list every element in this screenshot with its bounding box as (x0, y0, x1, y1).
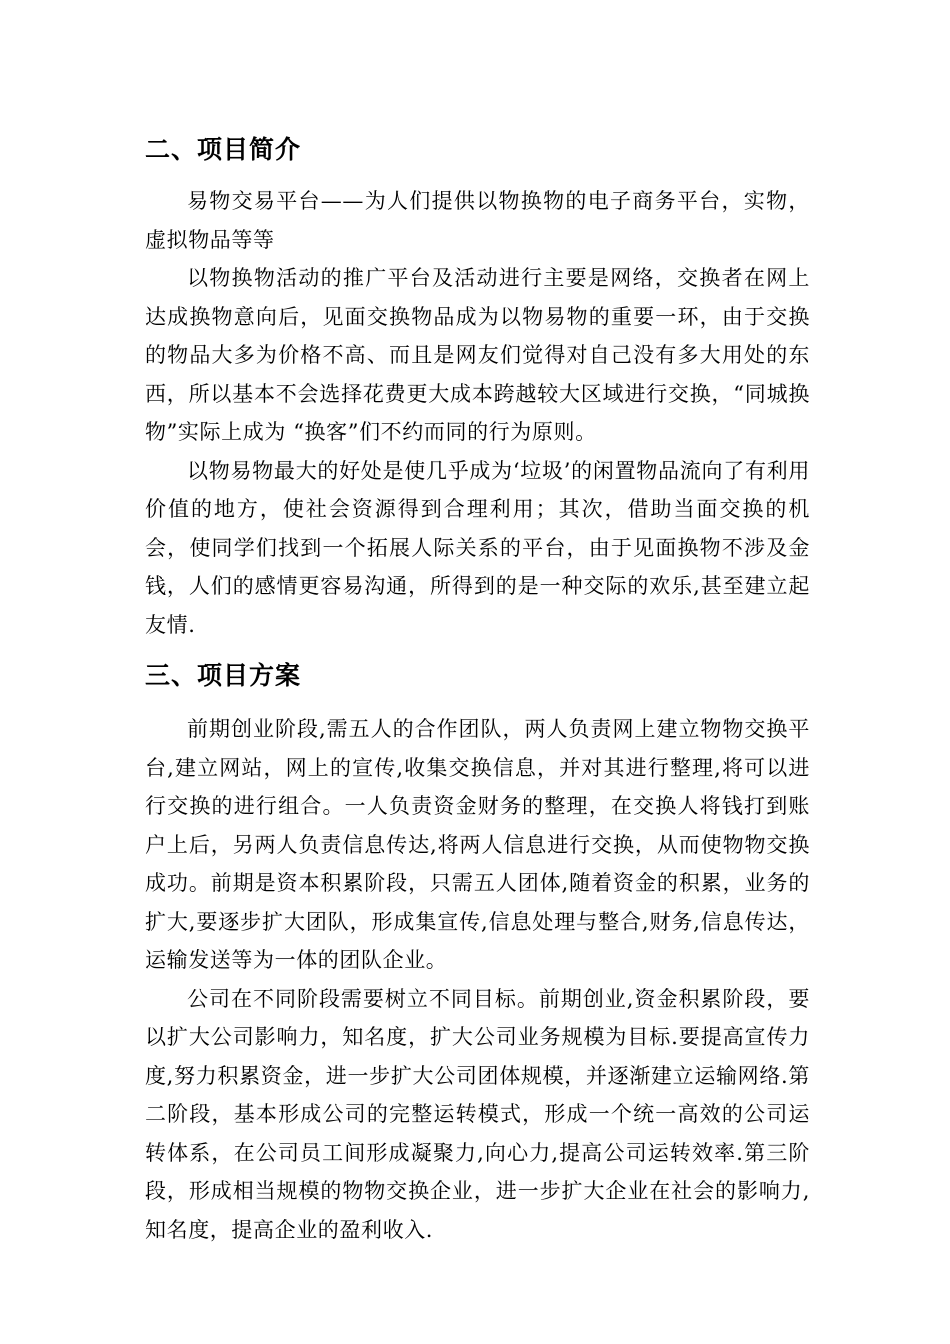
section-heading-project-plan: 三、项目方案 (145, 661, 302, 690)
section-heading-project-intro: 二、项目简介 (145, 135, 302, 164)
paragraph-plan-2: 公司在不同阶段需要树立不同目标。前期创业,资金积累阶段，要以扩大公司影响力，知名度，扩大公司业务规模为目标.要提高宣传力度,努力积累资金，进一步扩大公司团体规模，并逐渐建立运输网络.第二阶段，基本形成公司的完整运转模式，形成一个统一高效的公司运转体系，在公司员工间形成凝聚力,向心力,提高公司运转效率.第三阶段，形成相当规模的物物交换企业，进一步扩大企业在社会的影响力,知名度，提高企业的盈利收入. (145, 986, 810, 1242)
paragraph-intro-1: 易物交易平台——为人们提供以物换物的电子商务平台，实物，虚拟物品等等 (145, 189, 810, 252)
paragraph-intro-3: 以物易物最大的好处是使几乎成为‘垃圾’的闲置物品流向了有利用价值的地方，使社会资源得到合理利用；其次，借助当面交换的机会，使同学们找到一个拓展人际关系的平台，由于见面换物不涉及金钱，人们的感情更容易沟通，所得到的是一种交际的欢乐,甚至建立起友情. (145, 458, 810, 637)
paragraph-plan-1: 前期创业阶段,需五人的合作团队，两人负责网上建立物物交换平台,建立网站，网上的宣传,收集交换信息，并对其进行整理,将可以进行交换的进行组合。一人负责资金财务的整理，在交换人将钱打到账户上后，另两人负责信息传达,将两人信息进行交换，从而使物物交换成功。前期是资本积累阶段，只需五人团体,随着资金的积累，业务的扩大,要逐步扩大团队，形成集宣传,信息处理与整合,财务,信息传达，运输发送等为一体的团队企业。 (145, 717, 810, 972)
document-page (145, 128, 810, 1249)
paragraph-intro-2: 以物换物活动的推广平台及活动进行主要是网络，交换者在网上达成换物意向后，见面交换物品成为以物易物的重要一环，由于交换的物品大多为价格不高、而且是网友们觉得对自己没有多大用处的东西，所以基本不会选择花费更大成本跨越较大区域进行交换，“同城换物”实际上成为 “换客”们不约而同的行为原则。 (145, 266, 810, 444)
